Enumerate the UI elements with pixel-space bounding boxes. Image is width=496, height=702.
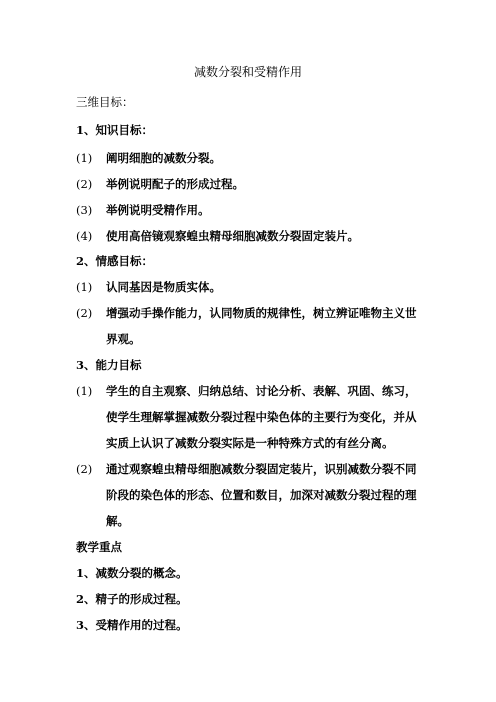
key-point-1: 1、减数分裂的概念。 [76, 566, 188, 580]
knowledge-item-1-text: 阐明细胞的减数分裂。 [106, 151, 221, 165]
ability-item-1-line-1: 学生的自主观察、归纳总结、讨论分析、表解、巩固、练习， [106, 384, 417, 398]
emotion-heading: 2、情感目标： [76, 254, 154, 268]
emotion-item-2-line-1: 增强动手操作能力，认同物质的规律性，树立辨证唯物主义世 [106, 306, 417, 320]
key-point-2: 2、精子的形成过程。 [76, 592, 188, 606]
knowledge-item-2-text: 举例说明配子的形成过程。 [106, 177, 244, 191]
knowledge-item-3-text: 举例说明受精作用。 [106, 203, 210, 217]
knowledge-item-2-num: (2) [76, 177, 93, 191]
ability-item-1-line-2: 使学生理解掌握减数分裂过程中染色体的主要行为变化，并从 [106, 410, 417, 424]
knowledge-item-1-num: (1) [76, 151, 93, 165]
key-points-heading: 教学重点 [76, 540, 122, 554]
knowledge-item-4-text: 使用高倍镜观察蝗虫精母细胞减数分裂固定装片。 [106, 229, 359, 243]
emotion-item-2-line-2: 界观。 [106, 332, 141, 346]
knowledge-item-4-num: (4) [76, 229, 93, 243]
ability-heading: 3、能力目标 [76, 358, 142, 372]
ability-item-1-num: (1) [76, 384, 93, 398]
key-point-3: 3、受精作用的过程。 [76, 618, 188, 632]
ability-item-2-line-2: 阶段的染色体的形态、位置和数目，加深对减数分裂过程的理 [106, 488, 417, 502]
ability-item-2-line-1: 通过观察蝗虫精母细胞减数分裂固定装片，识别减数分裂不同 [106, 462, 417, 476]
emotion-item-1-num: (1) [76, 280, 93, 294]
ability-item-1-line-3: 实质上认识了减数分裂实际是一种特殊方式的有丝分离。 [106, 436, 394, 450]
emotion-item-1-text: 认同基因是物质实体。 [106, 280, 221, 294]
document-title: 减数分裂和受精作用 [193, 65, 302, 79]
knowledge-heading: 1、知识目标： [76, 123, 154, 137]
knowledge-item-3-num: (3) [76, 203, 93, 217]
ability-item-2-line-3: 解。 [106, 514, 129, 528]
emotion-item-2-num: (2) [76, 306, 93, 320]
ability-item-2-num: (2) [76, 462, 93, 476]
three-goals-heading: 三维目标： [76, 95, 134, 109]
